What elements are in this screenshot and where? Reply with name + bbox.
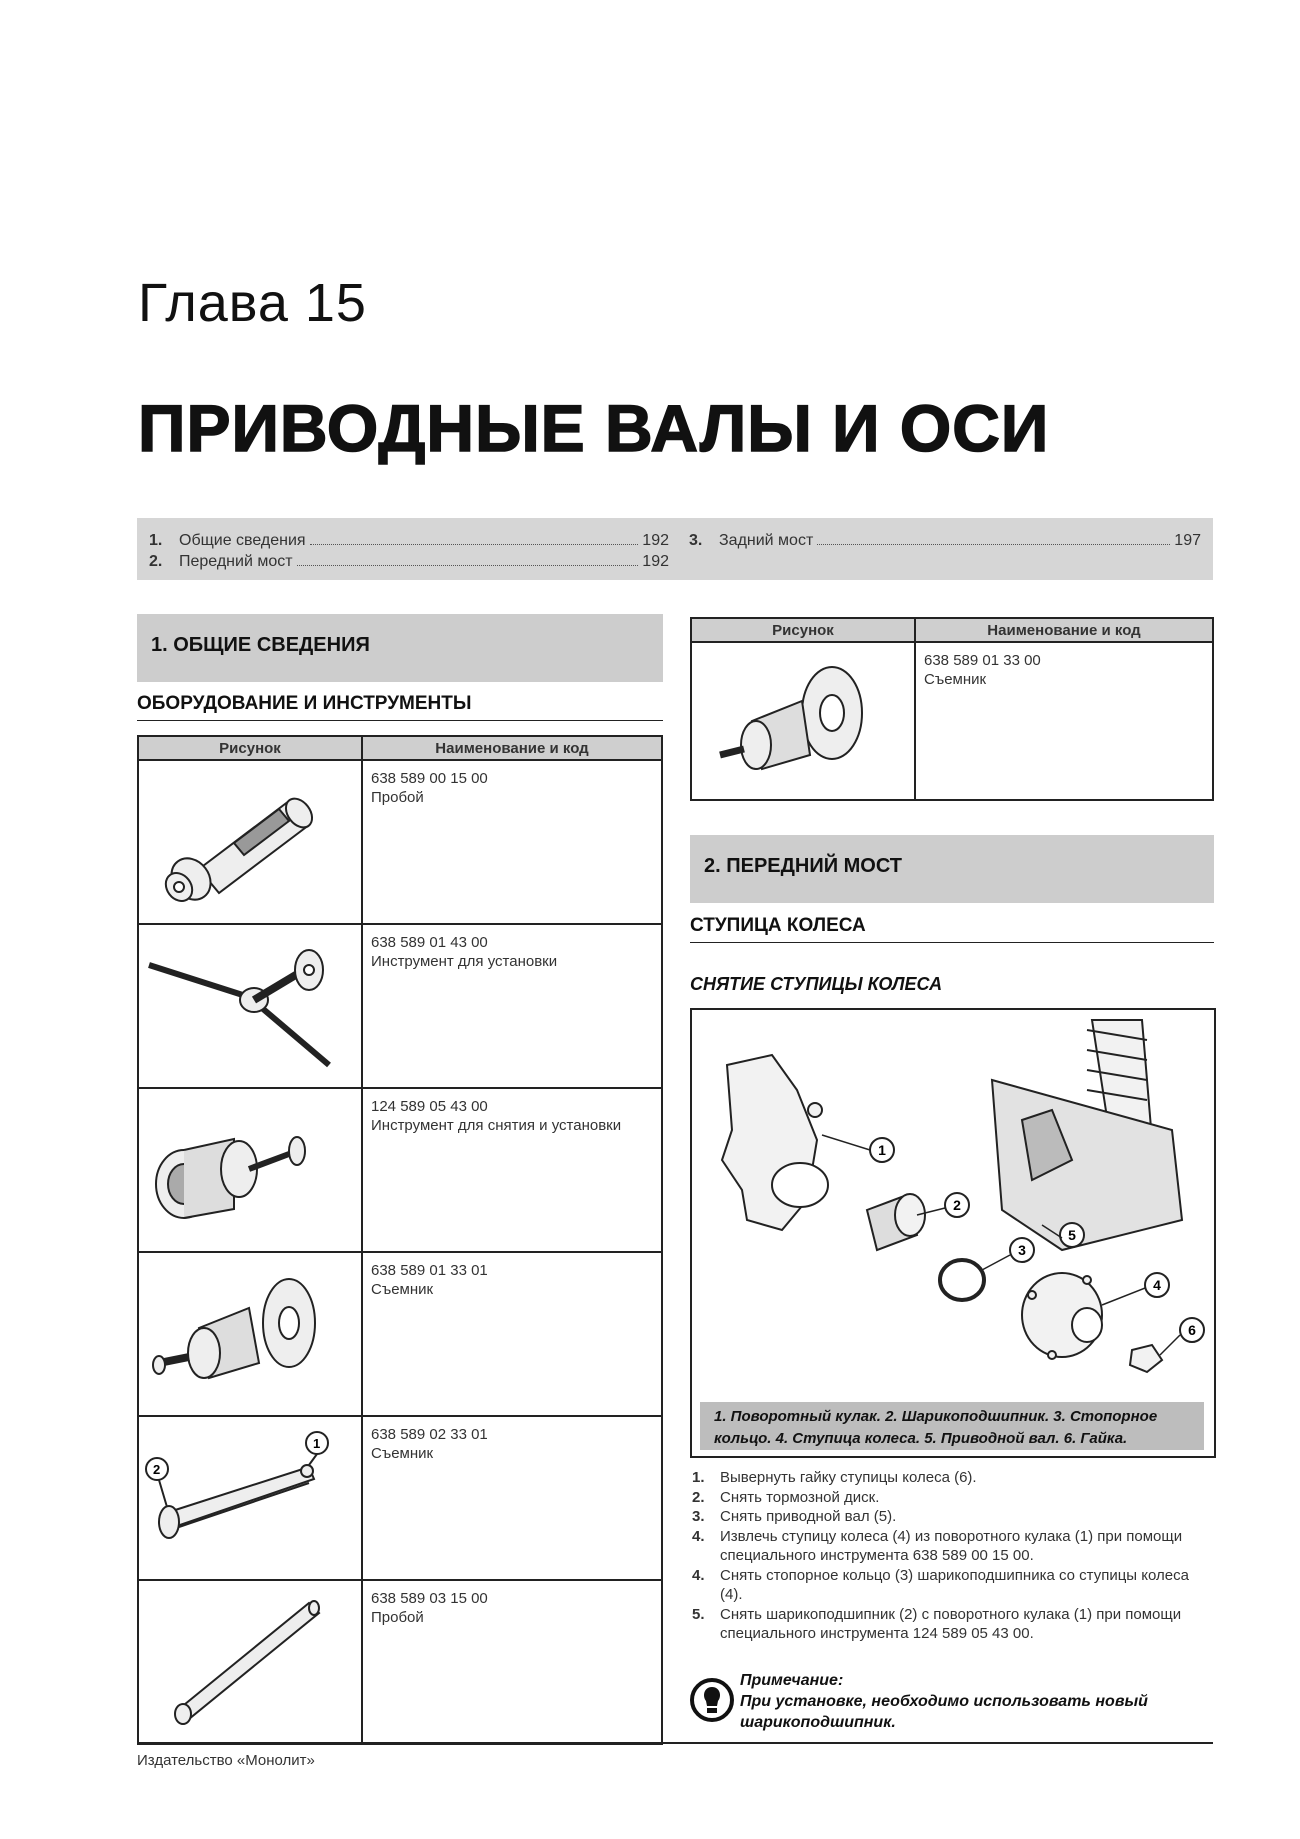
puller-icon [139,1253,359,1411]
tool-name: Съемник [371,1445,434,1462]
tool-code: 638 589 01 33 00 [924,652,1041,669]
tool-code: 638 589 01 33 01 [371,1262,488,1279]
callout-1: 1 [878,1142,886,1158]
table-header-picture: Рисунок [691,618,915,642]
toc-page: 192 [642,553,669,570]
list-item: 5. Снять шарикоподшипник (2) с поворотного кулака (1) при помощи специального инструмента 124 589 05 43 00. [692,1605,1182,1642]
table-row [138,1252,662,1416]
note-box [690,1670,1212,1733]
toc-item[interactable] [689,532,1201,550]
tool-code: 124 589 05 43 00 [371,1098,488,1115]
table-row [138,1580,662,1744]
callout-2: 2 [153,1462,161,1477]
callout-6: 6 [1188,1322,1196,1338]
table-row [138,1416,662,1580]
table-header-name: Наименование и код [362,736,662,760]
publisher: Издательство «Монолит» [137,1752,315,1769]
table-row [138,1088,662,1252]
table-of-contents [137,518,1213,580]
toc-page: 192 [642,532,669,549]
toc-text: Передний мост [179,553,293,570]
callout-1: 1 [313,1436,321,1451]
toc-item[interactable] [149,532,669,550]
footer [137,1742,1213,1769]
removal-tool-icon [139,1089,359,1247]
tools-table-right [690,617,1214,801]
install-tool-icon [139,925,359,1083]
callout-5: 5 [1068,1227,1076,1243]
toc-page: 197 [1174,532,1201,549]
tool-code: 638 589 01 43 00 [371,934,488,951]
toc-item[interactable] [149,553,669,571]
tool-name: Пробой [371,1609,424,1626]
list-item: 1. Вывернуть гайку ступицы колеса (6). [692,1469,977,1486]
tool-name: Съемник [371,1281,434,1298]
section-1-heading: 1. ОБЩИЕ СВЕДЕНИЯ [137,614,663,682]
note-text: При установке, необходимо использовать новый шарикоподшипник. [740,1693,1148,1731]
chapter-label: Глава 15 [138,273,367,333]
list-item: 4. Снять стопорное кольцо (3) шарикоподшипника со ступицы колеса (4). [692,1566,1189,1603]
toc-text: Общие сведения [179,532,306,549]
table-header-picture: Рисунок [138,736,362,760]
tool-name: Инструмент для снятия и установки [371,1117,622,1134]
tools-table [137,735,663,1745]
callout-3: 3 [1018,1242,1026,1258]
section-2-heading: 2. ПЕРЕДНИЙ МОСТ [690,835,1214,903]
list-item: 3. Снять приводной вал (5). [692,1508,897,1525]
list-item: 4. Извлечь ступицу колеса (4) из поворотного кулака (1) при помощи специального инструмента 638 589 00 15 00. [692,1527,1183,1564]
section-1-subheading: ОБОРУДОВАНИЕ И ИНСТРУМЕНТЫ [137,690,663,721]
tool-image [138,760,362,924]
table-row [138,760,662,924]
table-row [138,924,662,1088]
toc-text: Задний мост [719,532,814,549]
puller-icon [692,643,912,795]
toc-num: 3. [689,532,703,549]
toc-num: 2. [149,553,163,570]
callout-4: 4 [1153,1277,1161,1293]
punch-icon [139,761,359,919]
lightbulb-icon [690,1676,734,1724]
hub-diagram [690,1008,1216,1458]
note-title: Примечание: [740,1672,844,1689]
callout-2: 2 [953,1197,961,1213]
hub-assembly-illustration [692,1010,1214,1400]
tool-code: 638 589 03 15 00 [371,1590,488,1607]
tool-name: Съемник [924,671,987,688]
table-header-name: Наименование и код [915,618,1213,642]
figure-caption: 1. Поворотный кулак. 2. Шарикоподшипник. 3. Стопорное кольцо. 4. Ступица колеса. 5. Приводной вал. 6. Гайка. [700,1402,1204,1450]
list-item: 2. Снять тормозной диск. [692,1488,880,1506]
tool-name: Пробой [371,789,424,806]
table-row [691,642,1213,800]
puller-2-icon [139,1417,359,1575]
tool-code: 638 589 00 15 00 [371,770,488,787]
chapter-title: ПРИВОДНЫЕ ВАЛЫ И ОСИ [138,391,1050,465]
tool-name: Инструмент для установки [371,953,558,970]
tool-code: 638 589 02 33 01 [371,1426,488,1443]
punch-2-icon [139,1581,359,1739]
section-2-sub2: СНЯТИЕ СТУПИЦЫ КОЛЕСА [690,974,943,994]
section-2-subheading: СТУПИЦА КОЛЕСА [690,910,1214,943]
toc-num: 1. [149,532,163,549]
procedure-steps [692,1468,1212,1644]
